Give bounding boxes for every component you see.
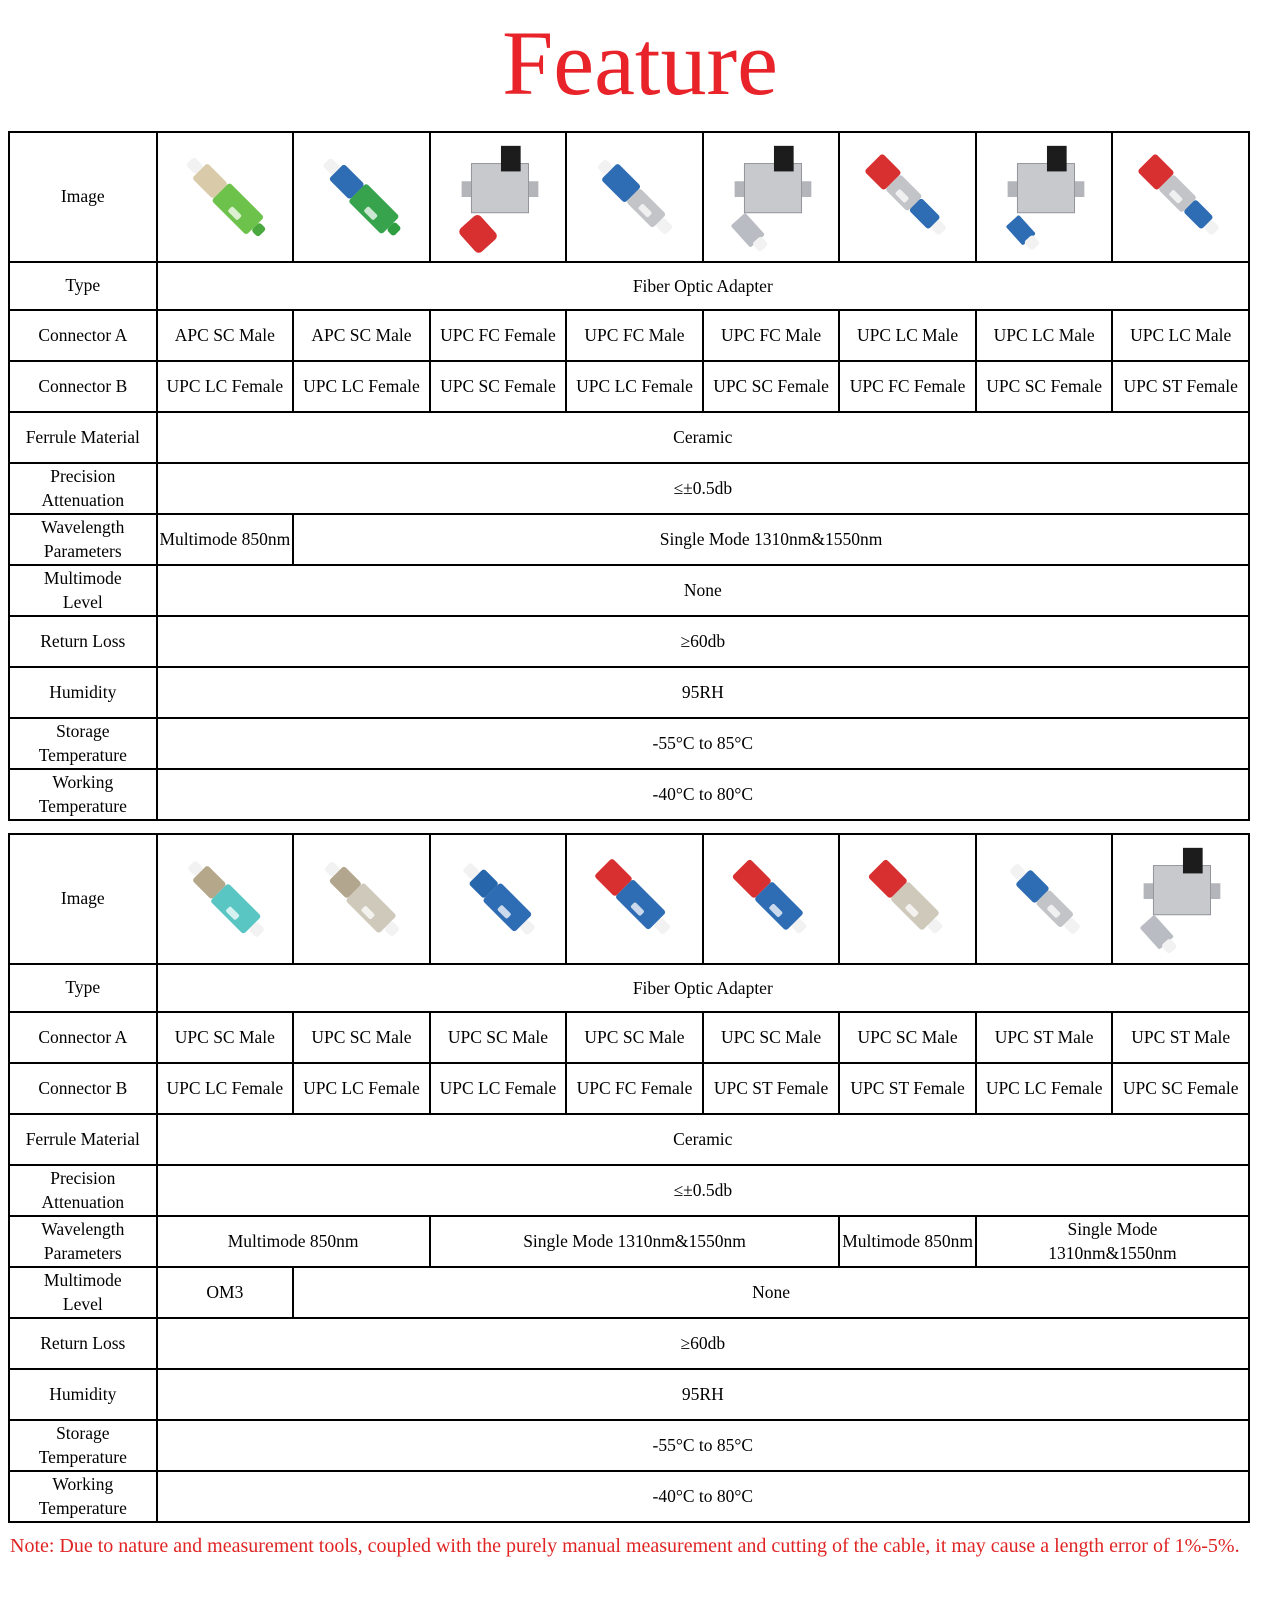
product-image-8 (1112, 132, 1249, 262)
row-label-connector-a (9, 310, 157, 361)
cell-connector-b-7: UPC LC Female (976, 1063, 1113, 1114)
cell-wavelength-parameters-2: Single Mode 1310nm&1550nm (430, 1216, 840, 1267)
cell-wavelength-parameters-1-text: Multimode 850nm (159, 528, 291, 549)
metal-flange-sc-blue-lc-adapter-icon (978, 136, 1112, 258)
precision-attenuation-row (9, 1165, 1249, 1216)
image-row (9, 834, 1249, 964)
row-label-working-temperature-text: Working Temperature (38, 1474, 127, 1518)
row-label-humidity (9, 1369, 157, 1420)
row-label-image-text: Image (60, 186, 105, 207)
cell-connector-a-1: APC SC Male (157, 310, 294, 361)
cell-connector-b-4: UPC FC Female (566, 1063, 703, 1114)
connector-b-row (9, 361, 1249, 412)
product-image-8 (1112, 834, 1249, 964)
cell-humidity: 95RH (157, 1369, 1249, 1420)
table-gap (0, 821, 1280, 833)
metal-st-barrel-blue-lc-adapter-icon (978, 838, 1112, 960)
blue-lc-metal-barrel-red-st-cap-adapter-icon (1114, 136, 1248, 258)
metal-st-barrel-silver-sc-flange-adapter-icon (1114, 838, 1248, 960)
row-label-connector-b (9, 1063, 157, 1114)
cell-precision-attenuation: ≤±0.5db (157, 1165, 1249, 1216)
feature-table-1 (8, 131, 1250, 821)
cell-connector-a-4: UPC SC Male (566, 1012, 703, 1063)
row-label-wavelength-parameters-text: Wavelength Parameters (41, 1219, 125, 1263)
cell-connector-a-5: UPC FC Male (703, 310, 840, 361)
cell-multimode-level-1: None (157, 565, 1249, 616)
cell-wavelength-parameters-1: Multimode 850nm (157, 1216, 430, 1267)
cell-connector-a-2: APC SC Male (293, 310, 430, 361)
cell-return-loss: ≥60db (157, 1318, 1249, 1369)
row-label-storage-temperature (9, 718, 157, 769)
row-label-humidity-text: Humidity (49, 1383, 117, 1404)
row-label-humidity-text: Humidity (49, 681, 117, 702)
storage-temperature-row (9, 718, 1249, 769)
cell-multimode-level-2: None (293, 1267, 1249, 1318)
metal-flange-sc-fc-red-cap-adapter-icon (432, 136, 566, 258)
blue-lc-metal-barrel-red-cap-adapter-icon (841, 136, 975, 258)
row-label-image (9, 132, 157, 262)
page-title: Feature (502, 12, 778, 114)
cell-connector-b-3: UPC SC Female (430, 361, 567, 412)
humidity-row (9, 1369, 1249, 1420)
cell-connector-b-6: UPC ST Female (839, 1063, 976, 1114)
cell-connector-b-5: UPC SC Female (703, 361, 840, 412)
spec-table-2 (0, 833, 1280, 1523)
product-image-4 (566, 132, 703, 262)
row-label-return-loss-text: Return Loss (40, 1332, 126, 1353)
multimode-level-row (9, 1267, 1249, 1318)
beige-sc-male-red-st-cap-adapter-icon (841, 838, 975, 960)
cell-connector-a-4: UPC FC Male (566, 310, 703, 361)
return-loss-row (9, 616, 1249, 667)
cell-type-value: Fiber Optic Adapter (157, 262, 1249, 310)
feature-table-2 (8, 833, 1250, 1523)
working-temperature-row (9, 769, 1249, 820)
cell-working-temperature: -40°C to 80°C (157, 769, 1249, 820)
row-label-ferrule-material (9, 412, 157, 463)
row-label-ferrule-material (9, 1114, 157, 1165)
row-label-return-loss (9, 616, 157, 667)
cell-wavelength-parameters-4 (976, 1216, 1249, 1267)
product-image-3 (430, 132, 567, 262)
cell-multimode-level-1: OM3 (157, 1267, 294, 1318)
cell-connector-b-2: UPC LC Female (293, 361, 430, 412)
row-label-type (9, 262, 157, 310)
row-label-type-text: Type (65, 275, 101, 296)
row-label-connector-b-text: Connector B (38, 1077, 128, 1098)
row-label-connector-b (9, 361, 157, 412)
row-label-type-text: Type (65, 977, 101, 998)
green-sc-male-beige-lc-adapter-icon (159, 136, 293, 258)
cell-connector-a-7: UPC ST Male (976, 1012, 1113, 1063)
row-label-multimode-level-text: Multimode Level (43, 568, 122, 612)
cell-ferrule-material: Ceramic (157, 1114, 1249, 1165)
precision-attenuation-row (9, 463, 1249, 514)
cell-connector-b-2: UPC LC Female (293, 1063, 430, 1114)
blue-lc-metal-fc-barrel-adapter-icon (568, 136, 702, 258)
cell-storage-temperature: -55°C to 85°C (157, 1420, 1249, 1471)
working-temperature-row (9, 1471, 1249, 1522)
cell-wavelength-parameters-2: Single Mode 1310nm&1550nm (293, 514, 1249, 565)
multimode-level-row (9, 565, 1249, 616)
cell-connector-a-1: UPC SC Male (157, 1012, 294, 1063)
cell-connector-b-6: UPC FC Female (839, 361, 976, 412)
product-image-5 (703, 834, 840, 964)
green-sc-male-blue-lc-adapter-icon (295, 136, 429, 258)
connector-a-row (9, 1012, 1249, 1063)
row-label-multimode-level (9, 565, 157, 616)
wavelength-parameters-row (9, 1216, 1249, 1267)
product-image-2 (293, 132, 430, 262)
row-label-return-loss (9, 1318, 157, 1369)
humidity-row (9, 667, 1249, 718)
cell-connector-a-2: UPC SC Male (293, 1012, 430, 1063)
row-label-humidity (9, 667, 157, 718)
row-label-return-loss-text: Return Loss (40, 630, 126, 651)
cell-precision-attenuation: ≤±0.5db (157, 463, 1249, 514)
cell-wavelength-parameters-1 (157, 514, 294, 565)
row-label-working-temperature (9, 769, 157, 820)
cell-ferrule-material: Ceramic (157, 412, 1249, 463)
product-image-7 (976, 132, 1113, 262)
cell-connector-a-8: UPC LC Male (1112, 310, 1249, 361)
row-label-ferrule-material-text: Ferrule Material (25, 1128, 140, 1149)
product-image-6 (839, 834, 976, 964)
cell-humidity: 95RH (157, 667, 1249, 718)
cell-storage-temperature: -55°C to 85°C (157, 718, 1249, 769)
product-image-6 (839, 132, 976, 262)
cell-connector-b-5: UPC ST Female (703, 1063, 840, 1114)
cell-connector-a-3: UPC SC Male (430, 1012, 567, 1063)
row-label-multimode-level (9, 1267, 157, 1318)
return-loss-row (9, 1318, 1249, 1369)
cell-working-temperature: -40°C to 80°C (157, 1471, 1249, 1522)
cell-wavelength-parameters-3 (839, 1216, 976, 1267)
image-row (9, 132, 1249, 262)
product-image-2 (293, 834, 430, 964)
connector-b-row (9, 1063, 1249, 1114)
row-label-working-temperature-text: Working Temperature (38, 772, 127, 816)
product-image-1 (157, 132, 294, 262)
cell-type-value: Fiber Optic Adapter (157, 964, 1249, 1012)
row-label-image (9, 834, 157, 964)
row-label-connector-a-text: Connector A (38, 324, 128, 345)
blue-sc-male-red-fc-cap-adapter-icon (568, 838, 702, 960)
metal-flange-sc-fc-barrel-adapter-icon (705, 136, 839, 258)
cell-connector-b-7: UPC SC Female (976, 361, 1113, 412)
row-label-type (9, 964, 157, 1012)
row-label-wavelength-parameters-text: Wavelength Parameters (41, 517, 125, 561)
cell-connector-a-6: UPC SC Male (839, 1012, 976, 1063)
ferrule-material-row (9, 1114, 1249, 1165)
row-label-working-temperature (9, 1471, 157, 1522)
connector-a-row (9, 310, 1249, 361)
row-label-ferrule-material-text: Ferrule Material (25, 426, 140, 447)
aqua-sc-male-khaki-lc-adapter-icon (159, 838, 293, 960)
wavelength-parameters-row (9, 514, 1249, 565)
row-label-precision-attenuation-text: Precision Attenuation (41, 466, 125, 510)
row-label-precision-attenuation (9, 1165, 157, 1216)
row-label-storage-temperature-text: Storage Temperature (38, 721, 127, 765)
product-image-1 (157, 834, 294, 964)
type-row (9, 964, 1249, 1012)
product-image-5 (703, 132, 840, 262)
cell-connector-b-4: UPC LC Female (566, 361, 703, 412)
row-label-storage-temperature (9, 1420, 157, 1471)
cell-connector-a-3: UPC FC Female (430, 310, 567, 361)
cell-connector-a-7: UPC LC Male (976, 310, 1113, 361)
cell-return-loss: ≥60db (157, 616, 1249, 667)
row-label-connector-b-text: Connector B (38, 375, 128, 396)
product-image-7 (976, 834, 1113, 964)
product-image-4 (566, 834, 703, 964)
row-label-connector-a-text: Connector A (38, 1026, 128, 1047)
type-row (9, 262, 1249, 310)
blue-sc-male-lc-adapter-icon (432, 838, 566, 960)
cell-connector-b-1: UPC LC Female (157, 1063, 294, 1114)
cell-connector-b-3: UPC LC Female (430, 1063, 567, 1114)
spec-table-1 (0, 131, 1280, 821)
row-label-connector-a (9, 1012, 157, 1063)
row-label-multimode-level-text: Multimode Level (43, 1270, 122, 1314)
row-label-image-text: Image (60, 888, 105, 909)
cell-wavelength-parameters-4-text: Single Mode 1310nm&1550nm (1048, 1219, 1177, 1263)
cell-wavelength-parameters-3-text: Multimode 850nm (842, 1230, 973, 1251)
cell-connector-a-5: UPC SC Male (703, 1012, 840, 1063)
beige-sc-male-lc-adapter-icon (295, 838, 429, 960)
storage-temperature-row (9, 1420, 1249, 1471)
cell-connector-a-8: UPC ST Male (1112, 1012, 1249, 1063)
row-label-wavelength-parameters (9, 1216, 157, 1267)
row-label-storage-temperature-text: Storage Temperature (38, 1423, 127, 1467)
row-label-wavelength-parameters (9, 514, 157, 565)
note-text: Note: Due to nature and measurement tools, coupled with the purely manual measurement and cutting of the cable, it may cause a length error of 1%-5%. (10, 1535, 1240, 1557)
row-label-precision-attenuation (9, 463, 157, 514)
cell-connector-b-8: UPC SC Female (1112, 1063, 1249, 1114)
cell-connector-b-8: UPC ST Female (1112, 361, 1249, 412)
cell-connector-a-6: UPC LC Male (839, 310, 976, 361)
row-label-precision-attenuation-text: Precision Attenuation (41, 1168, 125, 1212)
cell-connector-b-1: UPC LC Female (157, 361, 294, 412)
product-image-3 (430, 834, 567, 964)
ferrule-material-row (9, 412, 1249, 463)
blue-sc-male-red-st-cap-adapter-icon (705, 838, 839, 960)
